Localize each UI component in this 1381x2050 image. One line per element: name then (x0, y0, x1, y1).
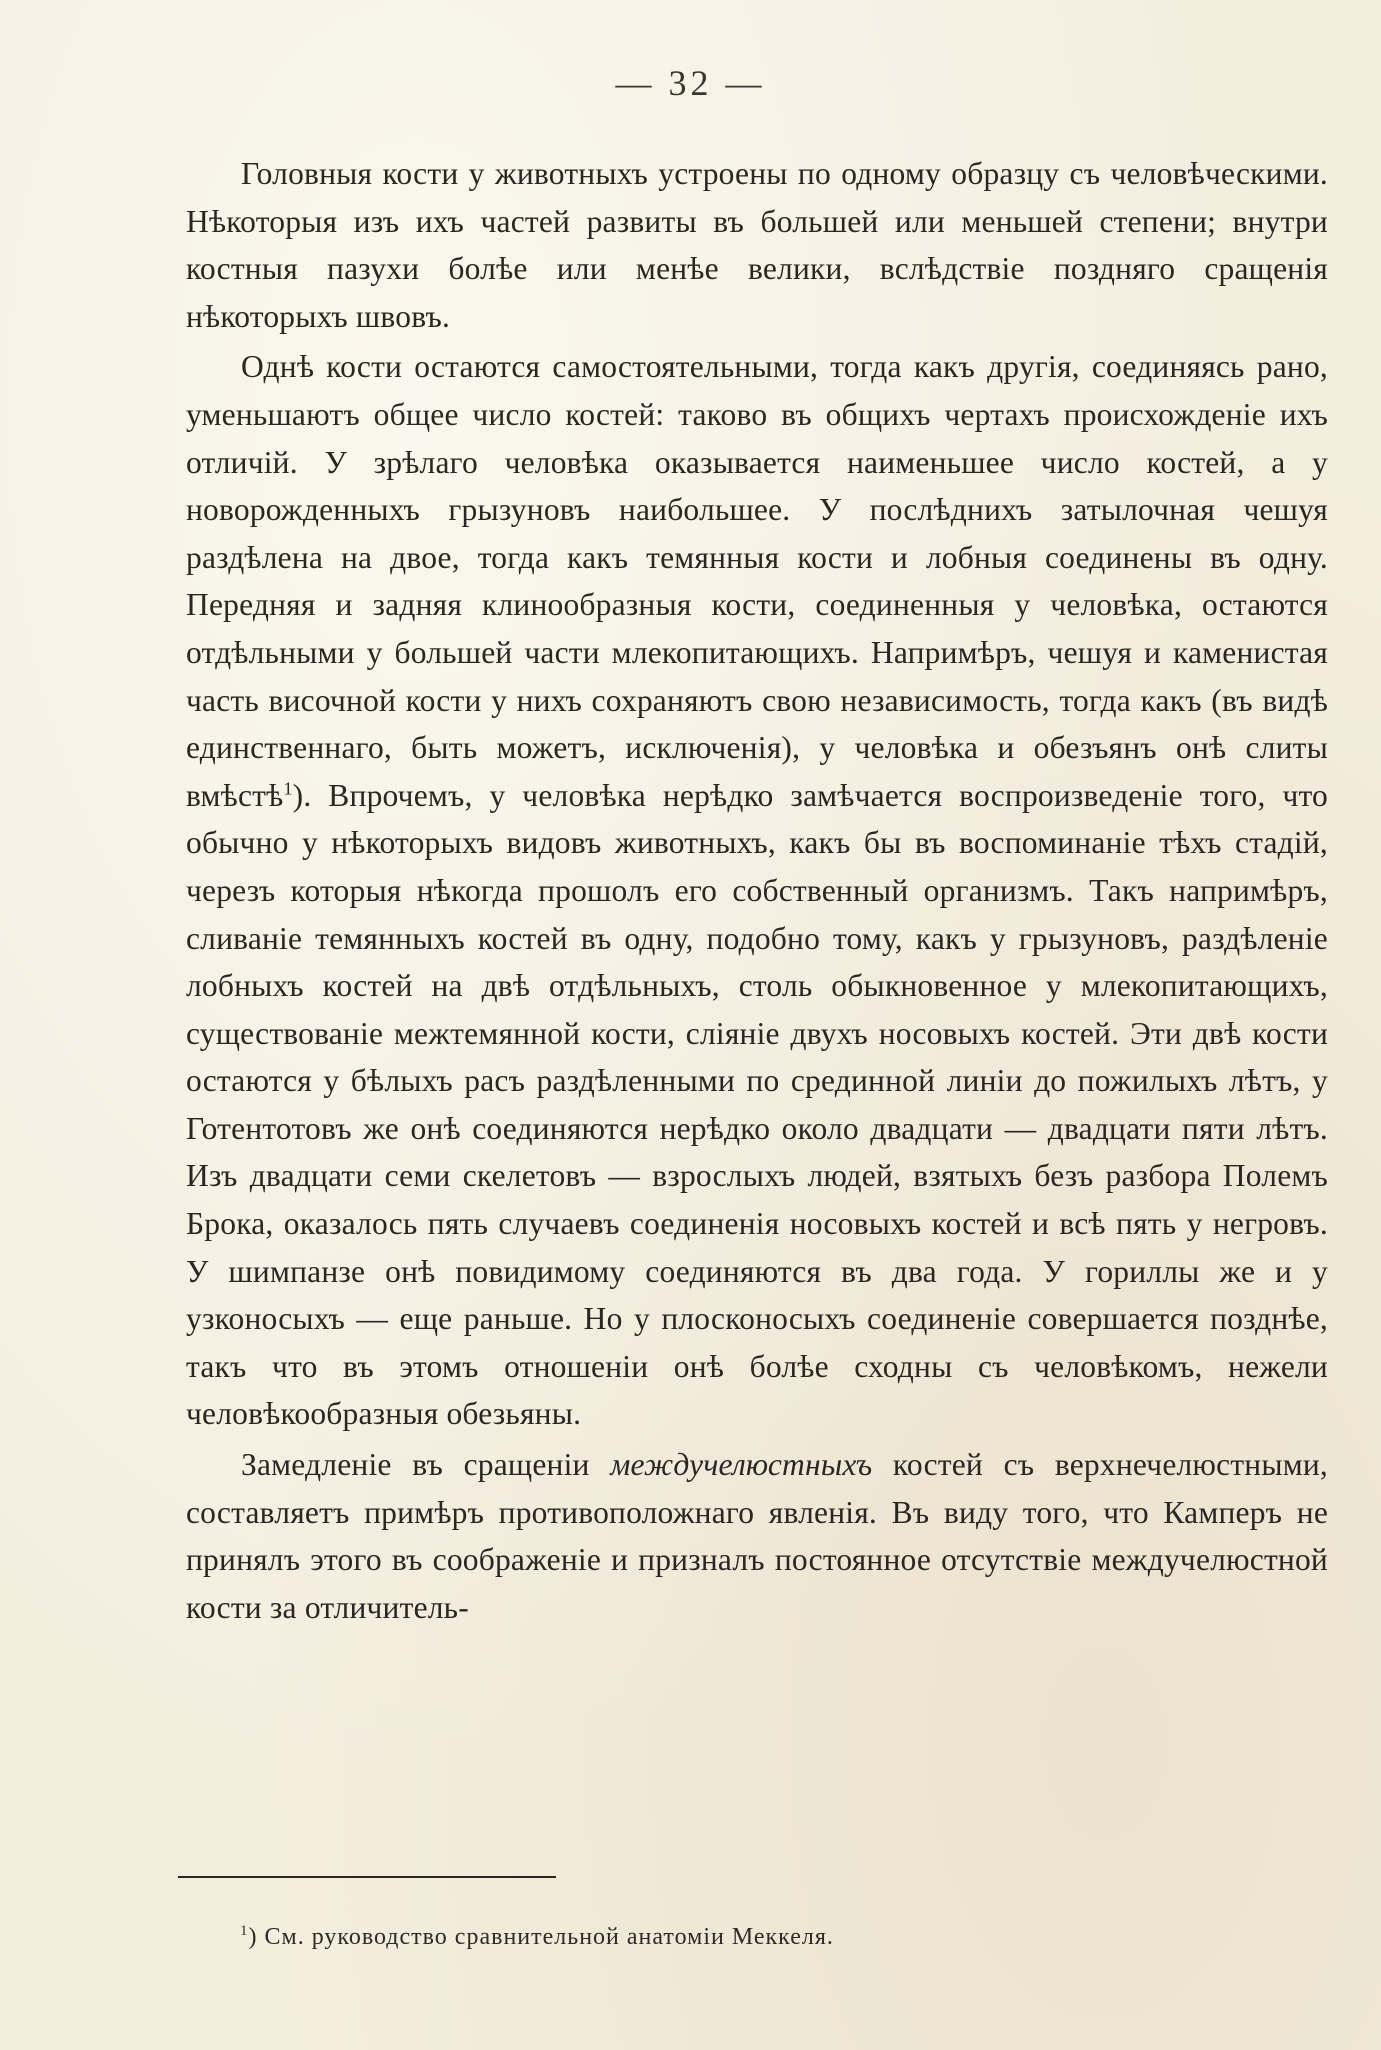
footnote-mark: 1 (240, 1923, 249, 1939)
footnote (240, 1924, 834, 1951)
italic-term: междучелюстныхъ (610, 1447, 873, 1483)
paragraph-3-text-part-2: костей съ верхнечелюстными, составляетъ примѣръ противоположнаго явленія. Въ виду того, что Камперъ не принялъ этого въ соображеніе и призналъ постоянное отсутствіе междучелюстной кости за отличитель- (186, 1447, 1328, 1625)
paragraph-1: Головныя кости у животныхъ устроены по одному образцу съ человѣческими. Нѣкоторыя изъ ихъ частей развиты въ большей или меньшей степени; внутри костныя пазухи болѣе или менѣе велики, вслѣдствіе поздняго сращенія нѣкоторыхъ швовъ. (186, 156, 1328, 334)
paragraph-2-text-part-2: ). Впрочемъ, у человѣка нерѣдко замѣчается воспроизведеніе того, что обычно у нѣкоторыхъ видовъ животныхъ, какъ бы въ воспоминаніе тѣхъ стадій, черезъ которыя нѣкогда прошолъ его собственный организмъ. Такъ напримѣръ, сливаніе темянныхъ костей въ одну, подобно тому, какъ у грызуновъ, раздѣленіе лобныхъ костей на двѣ отдѣльныхъ, столь обыкновенное у млекопитающихъ, существованіе межтемянной кости, сліяніе двухъ носовыхъ костей. Эти двѣ кости остаются у бѣлыхъ расъ раздѣленными по срединной линіи до пожилыхъ лѣтъ, у Готентотовъ же онѣ соединяются нерѣдко около двадцати — двадцати пяти лѣтъ. Изъ двадцати семи скелетовъ — взрослыхъ людей, взятыхъ безъ разбора Полемъ Брока, оказалось пять случаевъ соединенія носовыхъ костей и всѣ пять у негровъ. У шимпанзе онѣ повидимому соединяются въ два года. У гориллы же и у узконосыхъ — еще раньше. Но у плосконосыхъ соединеніе совершается позднѣе, такъ что въ этомъ отношеніи онѣ болѣе сходны съ человѣкомъ, нежели человѣкообразныя обезьяны. (186, 777, 1328, 1432)
paragraph-3 (186, 1441, 1328, 1631)
paragraph-2-text-part-1: Однѣ кости остаются самостоятельными, тогда какъ другія, соединяясь рано, уменьшаютъ общее число костей: таково въ общихъ чертахъ происхожденіе ихъ отличій. У зрѣлаго человѣка оказывается наименьшее число костей, а у новорожденныхъ грызуновъ наибольшее. У послѣднихъ затылочная чешуя раздѣлена на двое, тогда какъ темянныя кости и лобныя соединены въ одну. Передняя и задняя клинообразныя кости, соединенныя у человѣка, остаются отдѣльными у большей части млекопитающихъ. Напримѣръ, чешуя и каменистая часть височной кости у нихъ сохраняютъ свою независимость, тогда какъ (въ видѣ единственнаго, быть можетъ, исключенія), у человѣка и обезъянъ онѣ слиты вмѣстѣ (186, 349, 1328, 813)
footnote-text: ) См. руководство сравнительной анатоміи Меккеля. (248, 1924, 834, 1950)
footnote-reference: 1 (283, 778, 293, 799)
main-text (186, 150, 1328, 1634)
paragraph-3-text-part-1: Замедленіе въ сращеніи (241, 1447, 611, 1483)
paragraph-2 (186, 343, 1328, 1438)
footnote-divider (178, 1876, 556, 1878)
page-number: — 32 — (615, 63, 766, 103)
